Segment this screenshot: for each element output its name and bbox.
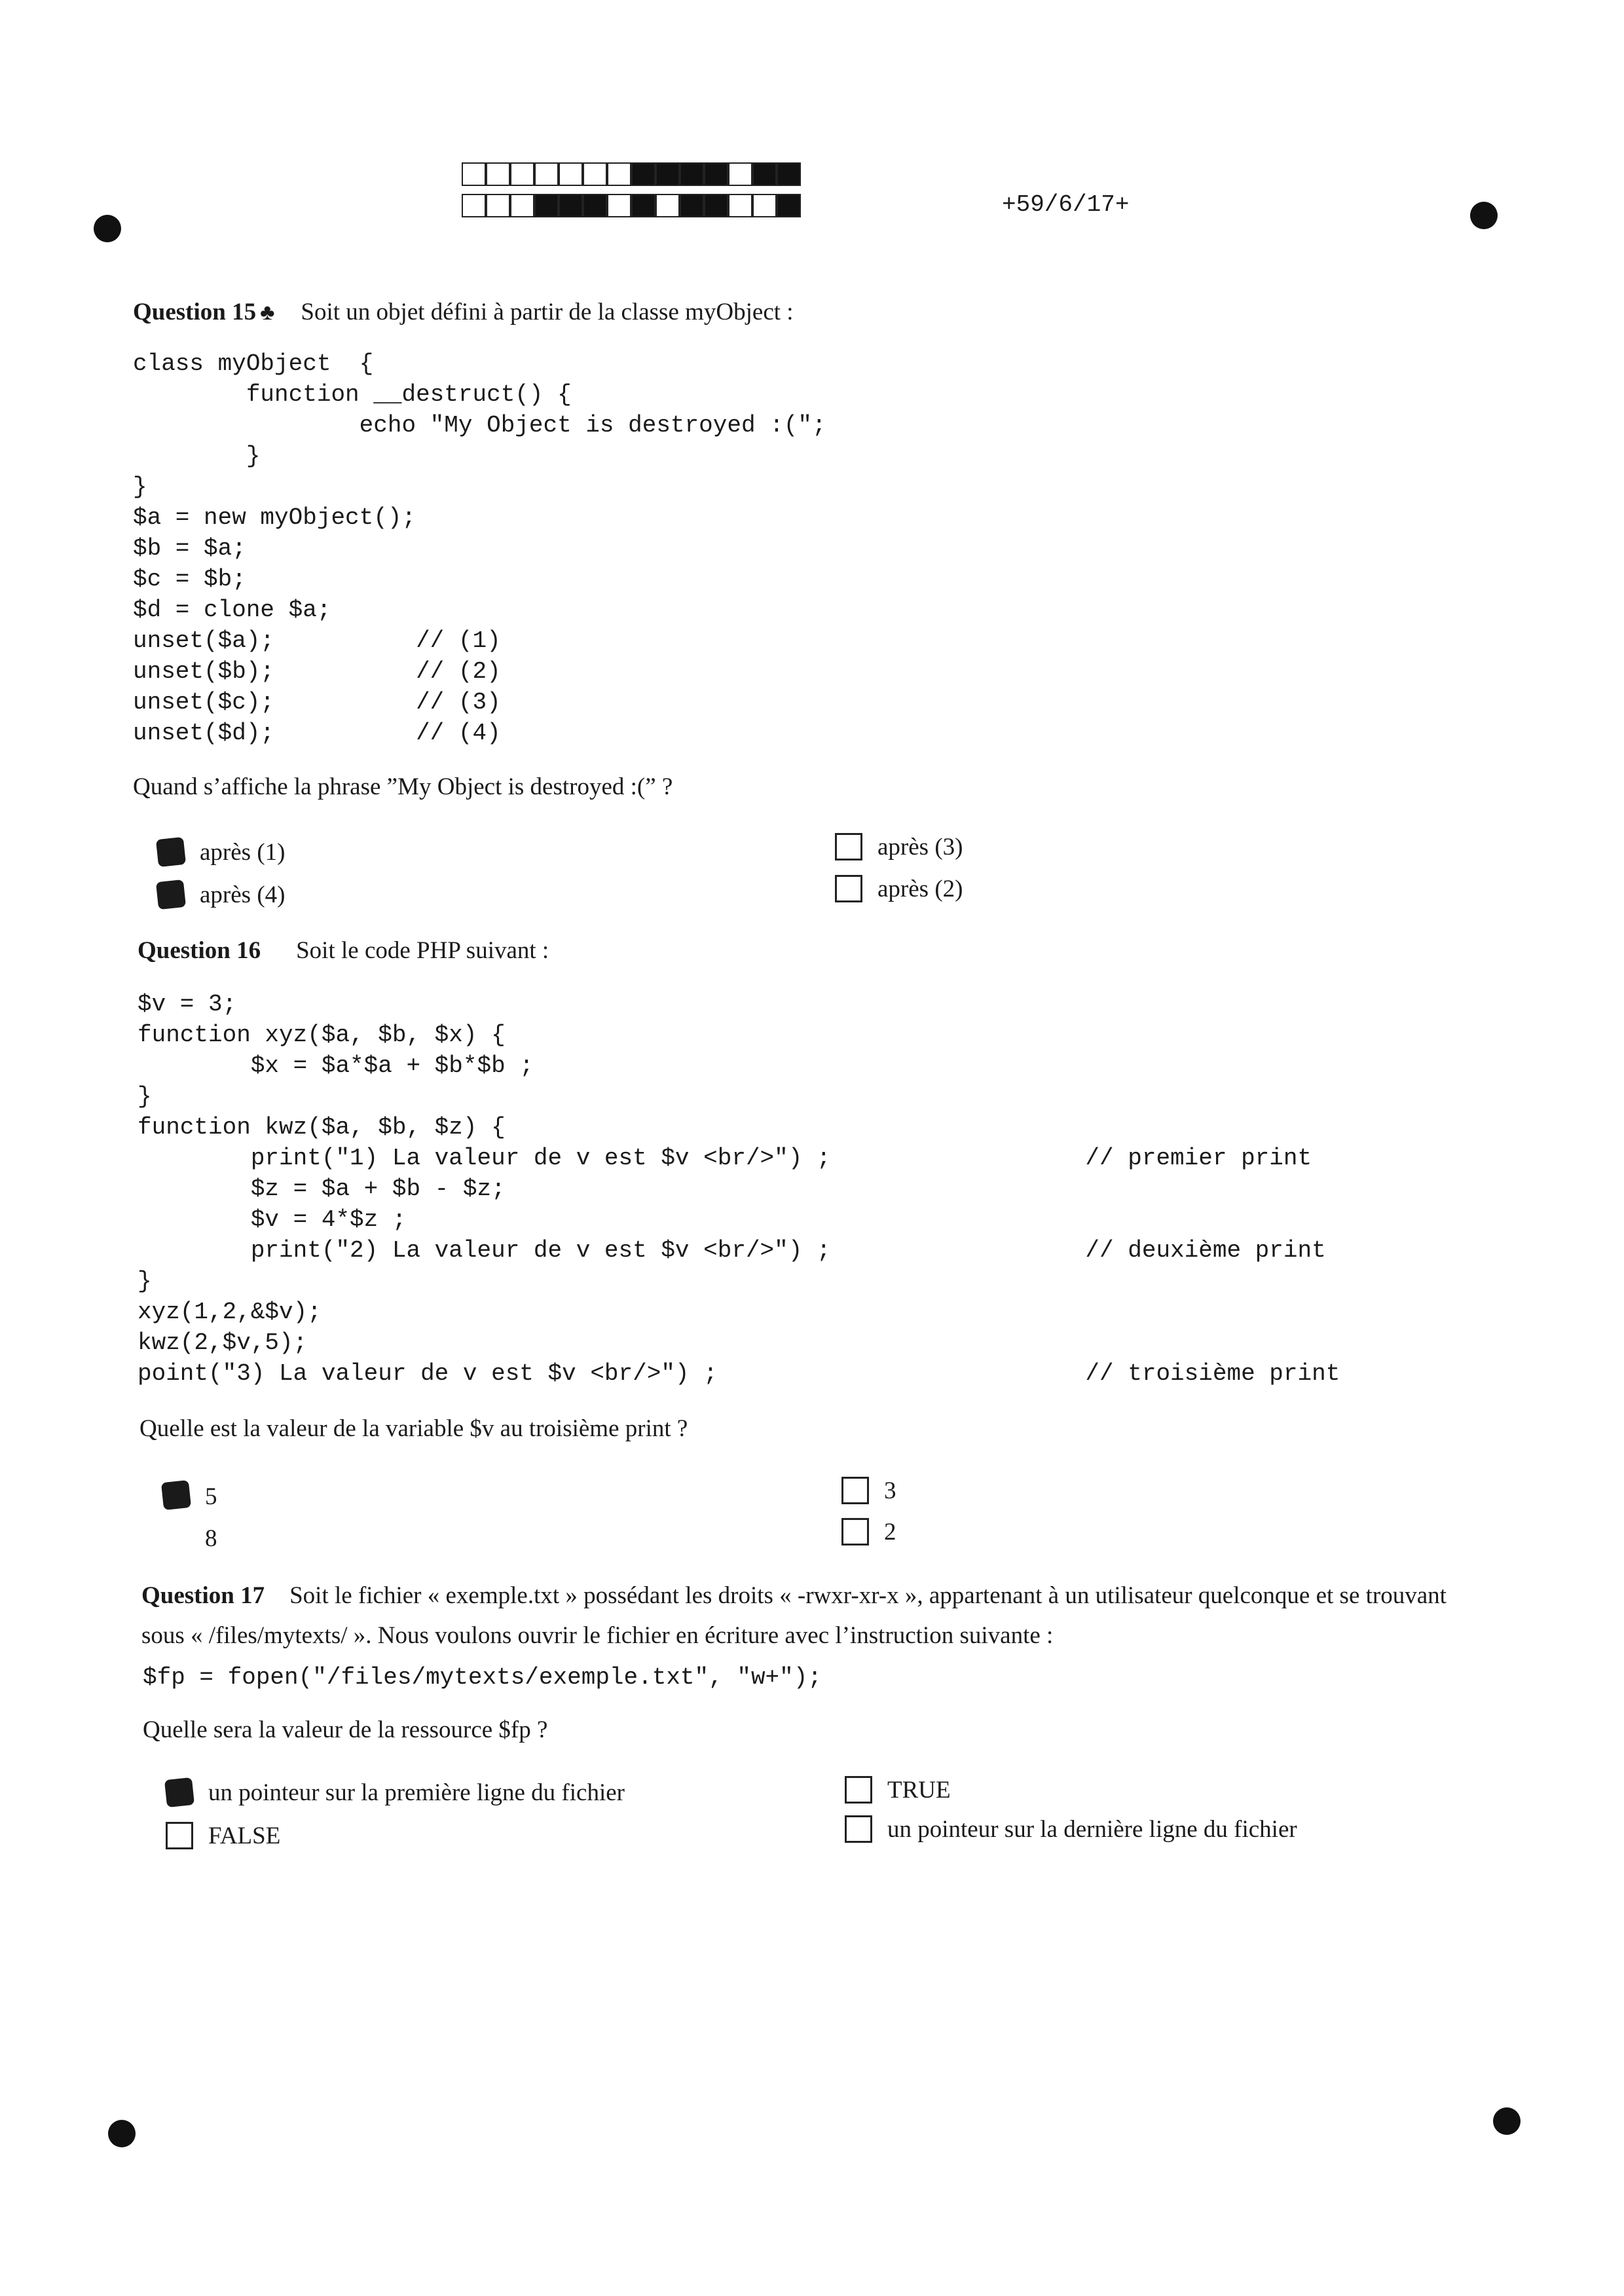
barcode-cell xyxy=(752,194,777,217)
barcode-cell xyxy=(583,194,607,217)
barcode-cell xyxy=(704,194,728,217)
checkbox-q15-opt4[interactable] xyxy=(835,875,862,902)
barcode-cell xyxy=(631,194,655,217)
barcode-cell xyxy=(655,162,680,186)
barcode-cell xyxy=(680,162,704,186)
option-label: 8 xyxy=(205,1525,217,1552)
checkbox-q17-opt4[interactable] xyxy=(845,1815,872,1843)
barcode-cell xyxy=(510,162,534,186)
question-title: Question 15 xyxy=(133,299,257,325)
barcode-cell xyxy=(534,162,559,186)
checkbox-q17-opt2[interactable] xyxy=(166,1822,193,1849)
option-label: après (4) xyxy=(200,881,286,908)
barcode-row-1 xyxy=(462,162,801,189)
checkbox-q16-opt3[interactable] xyxy=(841,1477,869,1504)
checkbox-q16-opt4[interactable] xyxy=(841,1518,869,1546)
barcode-cell xyxy=(559,194,583,217)
option-label: 3 xyxy=(884,1477,896,1504)
barcode-cell xyxy=(680,194,704,217)
barcode-cell xyxy=(631,162,655,186)
barcode-cell xyxy=(486,162,510,186)
barcode-cell xyxy=(704,162,728,186)
checkbox-q15-opt3[interactable] xyxy=(835,833,862,861)
barcode-cell xyxy=(777,194,801,217)
question-text: Soit le fichier « exemple.txt » possédant les droits « -rwxr-xr-x », appartenant à un utilisateur quelconque et se trouvant sous « /files/mytexts/ ». Nous voulons ouvrir le fichier en écriture avec l’instruction suivante : xyxy=(141,1582,1447,1649)
corner-mark-bottom-left xyxy=(108,2120,136,2147)
question-16-prompt: Quelle est la valeur de la variable $v au troisième print ? xyxy=(139,1415,688,1442)
option-label: après (3) xyxy=(877,834,963,861)
question-17-code: $fp = fopen("/files/mytexts/exemple.txt", "w+"); xyxy=(143,1664,822,1691)
checkbox-q17-opt3[interactable] xyxy=(845,1776,872,1804)
barcode-cell xyxy=(510,194,534,217)
barcode-cell xyxy=(607,162,631,186)
option-label: après (1) xyxy=(200,839,286,866)
barcode-cell xyxy=(777,162,801,186)
option-label: un pointeur sur la dernière ligne du fichier xyxy=(887,1816,1297,1843)
checkbox-q17-opt1[interactable] xyxy=(164,1777,194,1807)
corner-mark-top-right xyxy=(1470,202,1498,229)
question-text: Soit un objet défini à partir de la classe myObject : xyxy=(301,299,794,325)
barcode-row-2 xyxy=(462,194,801,220)
question-17-prompt: Quelle sera la valeur de la ressource $fp ? xyxy=(143,1716,548,1743)
checkbox-q15-opt2[interactable] xyxy=(156,880,186,910)
option-label: FALSE xyxy=(208,1823,281,1849)
corner-mark-bottom-right xyxy=(1493,2107,1521,2135)
question-15-prompt: Quand s’affiche la phrase ”My Object is destroyed :(” ? xyxy=(133,773,673,800)
club-icon: ♣ xyxy=(260,301,275,325)
barcode-cell xyxy=(462,162,486,186)
barcode-cell xyxy=(752,162,777,186)
option-label: après (2) xyxy=(877,876,963,902)
checkbox-q16-opt1[interactable] xyxy=(161,1480,191,1510)
option-label: 2 xyxy=(884,1519,896,1546)
barcode-cell xyxy=(559,162,583,186)
question-title: Question 17 xyxy=(141,1582,265,1609)
barcode-cell xyxy=(607,194,631,217)
barcode-cell xyxy=(462,194,486,217)
option-label: un pointeur sur la première ligne du fichier xyxy=(208,1779,625,1806)
question-15-header xyxy=(133,298,794,326)
question-16-code: $v = 3; function xyz($a, $b, $x) { $x = $a*$a + $b*$b ; } function kwz($a, $b, $z) { print("1) La valeur de v est $v <br/>") ; // premier print $z = $a + $b - $z; $v = 4*$z ; print("2) La valeur de v est $v <br/>") ; // deuxième print } xyz(1,2,&$v); kwz(2,$v,5); point("3) La valeur de v est $v <br/>") ; // troisième print xyxy=(138,991,1340,1387)
barcode-cell xyxy=(486,194,510,217)
question-15-code: class myObject { function __destruct() { echo "My Object is destroyed :("; } } $a = new myObject(); $b = $a; $c = $b; $d = clone $a; unset($a); // (1) unset($b); // (2) unset($c); // (3) unset($d); // (4) xyxy=(133,350,826,747)
corner-mark-top-left xyxy=(94,215,121,242)
barcode-cell xyxy=(728,162,752,186)
question-16-header xyxy=(138,936,549,965)
question-text: Soit le code PHP suivant : xyxy=(296,937,549,964)
question-17-header xyxy=(141,1578,1490,1658)
barcode-cell xyxy=(583,162,607,186)
checkbox-q15-opt1[interactable] xyxy=(156,837,186,867)
question-title: Question 16 xyxy=(138,937,261,964)
option-label: TRUE xyxy=(887,1777,951,1804)
barcode-cell xyxy=(534,194,559,217)
option-label: 5 xyxy=(205,1483,217,1510)
barcode-cell xyxy=(655,194,680,217)
barcode-cell xyxy=(728,194,752,217)
page-id: +59/6/17+ xyxy=(1002,191,1130,218)
